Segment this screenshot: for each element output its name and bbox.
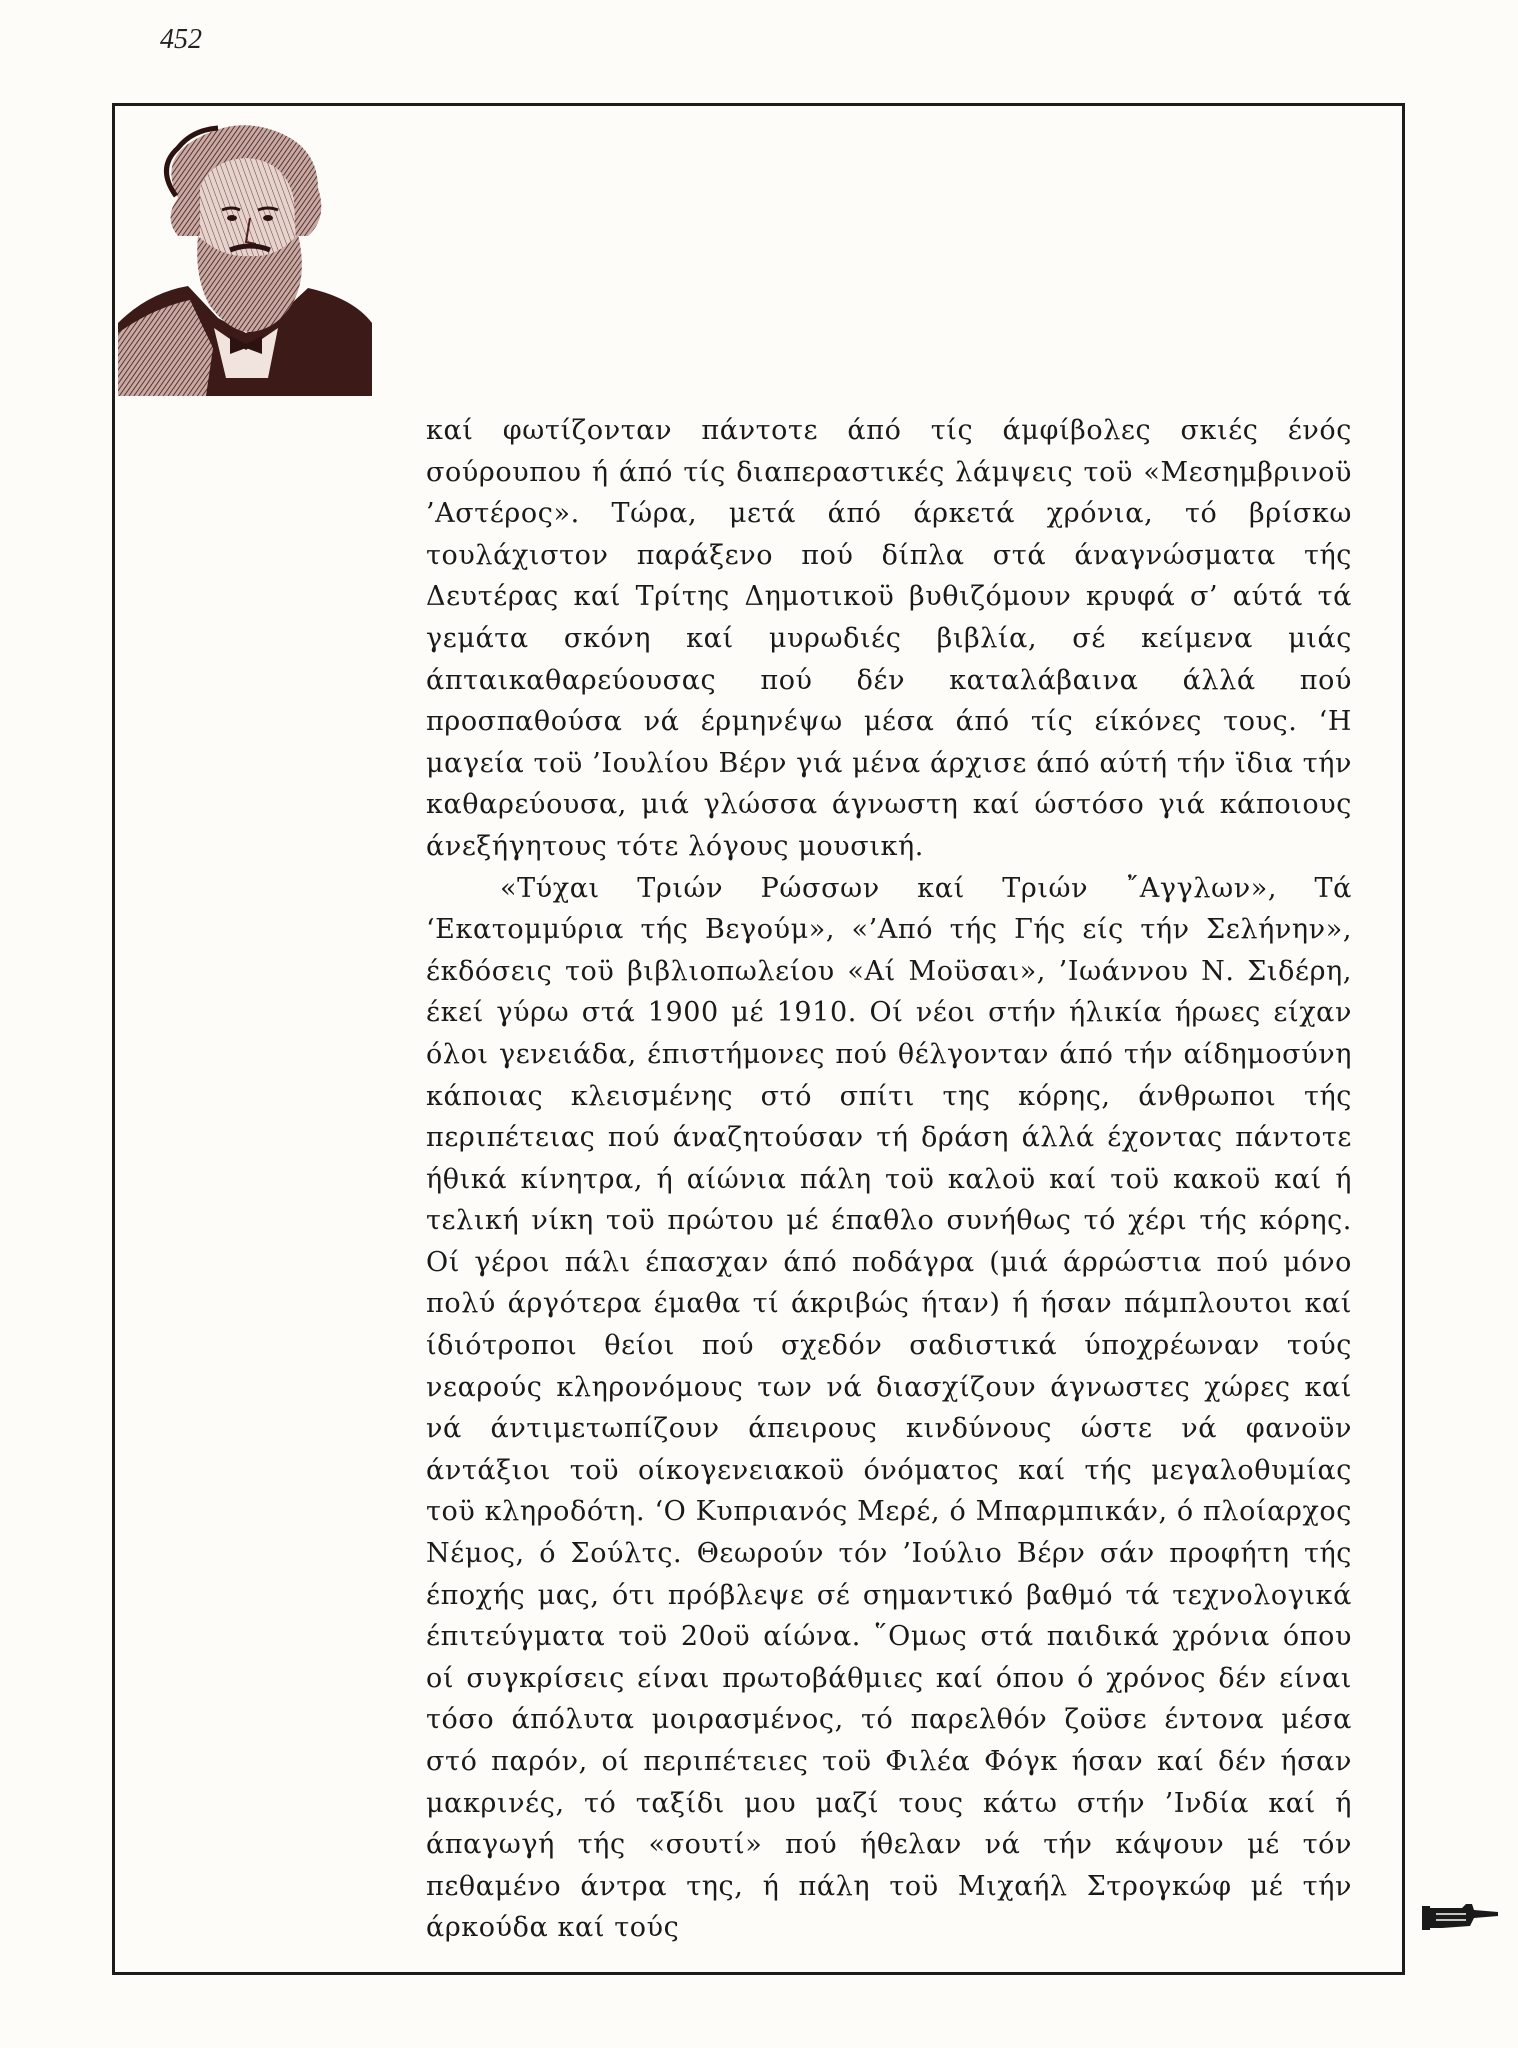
paragraph: καί φωτίζονταν πάντοτε άπό τίς άμφίβολες σκιές ένός σούρουπου ή άπό τίς διαπεραστικές λάμψεις τοϋ «Μεσημβρινοϋ ’Αστέρος». Τώρα, μετά άπό άρκετά χρόνια, τό βρίσκω τουλάχιστον παράξενο πού δίπλα στά άναγνώσματα τής Δευτέρας καί Τρίτης Δημοτικοϋ βυθιζόμουν κρυφά σ’ αύτά τά γεμάτα σκόνη καί μυρωδιές βιβλία, σέ κείμενα μιάς άπταικαθαρεύουσας πού δέν καταλάβαινα άλλά πού προσπαθούσα νά έρμηνέψω μέσα άπό τίς είκόνες τους. ‘Η μαγεία τοϋ ’Ιουλίου Βέρν γιά μένα άρχισε άπό αύτή τήν ϊδια τήν καθαρεύουσα, μιά γλώσσα άγνωστη καί ώστόσο γιά κάποιους άνεξήγητους τότε λόγους μουσική. bbox=[426, 415, 1352, 862]
paragraph: «Τύχαι Τριών Ρώσσων καί Τριών ῎Αγγλων», Τά ‘Εκατομμύρια τής Βεγούμ», «’Από τής Γής είς τήν Σελήνην», έκδόσεις τοϋ βιβλιοπωλείου «Αί Μοϋσαι», ’Ιωάννου Ν. Σιδέρη, έκεί γύρω στά 1900 μέ 1910. Οί νέοι στήν ήλικία ήρωες είχαν όλοι γενειάδα, έπιστήμονες πού θέλγονταν άπό τήν αίδημοσύνη κάποιας κλεισμένης στό σπίτι της κόρης, άνθρωποι τής περιπέτειας πού άναζητούσαν τή δράση άλλά έχοντας πάντοτε ήθικά κίνητρα, ή αίώνια πάλη τοϋ καλοϋ καί τοϋ κακοϋ καί ή τελική νίκη τοϋ πρώτου μέ έπαθλο συνήθως τό χέρι τής κόρης. Οί γέροι πάλι έπασχαν άπό ποδάγρα (μιά άρρώστια πού μόνο πολύ άργότερα έμαθα τί άκριβώς ήταν) ή ήσαν πάμπλουτοι καί ίδιότροποι θείοι πού σχεδόν σαδιστικά ύποχρέωναν τούς νεαρούς κληρονόμους των νά διασχίζουν άγνωστες χώρες καί νά άντιμετωπίζουν άπειρους κινδύνους ώστε νά φανοϋν άντάξιοι τοϋ οίκογενειακοϋ όνόματος καί τής μεγαλοθυμίας τοϋ κληροδότη. ‘Ο Κυπριανός Μερέ, ό Μπαρμπικάν, ό πλοίαρχος Νέμος, ό Σούλτς. Θεωρούν τόν ’Ιούλιο Βέρν σάν προφήτη τής έποχής μας, ότι πρόβλεψε σέ σημαντικό βαθμό τά τεχνολογικά έπιτεύγματα τοϋ 20οϋ αίώνα. ῞Ομως στά παιδικά χρόνια όπου οί συγκρίσεις είναι πρωτοβάθμιες καί όπου ό χρόνος δέν είναι τόσο άπόλυτα μοιρασμένος, τό παρελθόν ζοϋσε έντονα μέσα στό παρόν, οί περιπέτειες τοϋ Φιλέα Φόγκ ήσαν καί δέν ήσαν μακρινές, τό ταξίδι μου μαζί τους κάτω στήν ’Ινδία καί ή άπαγωγή τής «σουτί» πού ήθελαν νά τήν κάψουν μέ τόν πεθαμένο άντρα της, ή πάλη τοϋ Μιχαήλ Στρογκώφ μέ τήν άρκούδα καί τούς bbox=[426, 872, 1352, 1944]
page-number: 452 bbox=[160, 24, 202, 55]
portrait-image bbox=[118, 118, 372, 396]
article-text bbox=[426, 410, 1352, 1949]
pointing-hand-icon bbox=[1422, 1900, 1500, 1934]
